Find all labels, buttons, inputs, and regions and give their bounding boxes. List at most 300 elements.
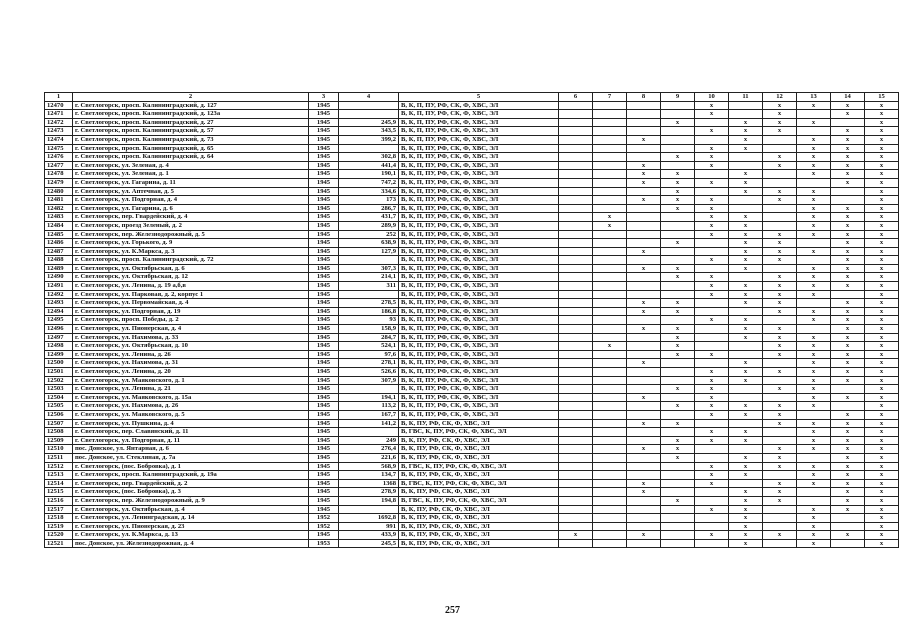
column-header: 10 xyxy=(695,93,729,102)
table-cell xyxy=(661,230,695,239)
table-cell xyxy=(831,187,865,196)
table-cell xyxy=(729,101,763,110)
table-cell: 1945 xyxy=(309,307,339,316)
table-cell: x xyxy=(865,471,899,480)
table-row xyxy=(45,385,899,394)
table-cell: x xyxy=(865,333,899,342)
table-cell: x xyxy=(729,239,763,248)
table-cell: В, К, П, ПУ, РФ, СК, Ф, ХВС, ЭЛ xyxy=(399,256,559,265)
table-cell xyxy=(661,539,695,548)
table-cell xyxy=(695,170,729,179)
table-cell: 747,2 xyxy=(339,178,399,187)
table-cell xyxy=(627,514,661,523)
table-cell: x xyxy=(831,299,865,308)
table-cell: В, К, П, ПУ, РФ, СК, Ф, ХВС, ЭЛ xyxy=(399,342,559,351)
table-cell: x xyxy=(865,299,899,308)
table-cell: x xyxy=(797,436,831,445)
table-cell: x xyxy=(729,213,763,222)
table-cell: x xyxy=(831,462,865,471)
table-cell: x xyxy=(831,282,865,291)
table-cell xyxy=(661,247,695,256)
table-cell: 278,9 xyxy=(339,488,399,497)
table-cell: x xyxy=(831,428,865,437)
table-cell: x xyxy=(865,247,899,256)
table-cell xyxy=(695,118,729,127)
table-cell xyxy=(593,239,627,248)
table-cell: x xyxy=(865,359,899,368)
table-cell: 12486 xyxy=(45,239,73,248)
table-cell: 141,2 xyxy=(339,419,399,428)
table-cell: г. Светлогорск, ул. Зеленая, д. 1 xyxy=(73,170,309,179)
table-cell: x xyxy=(797,204,831,213)
table-cell: В, К, П, ПУ, РФ, СК, Ф, ХВС, ЭЛ xyxy=(399,264,559,273)
table-cell: 1945 xyxy=(309,368,339,377)
table-cell xyxy=(559,316,593,325)
table-cell xyxy=(729,307,763,316)
table-cell xyxy=(559,196,593,205)
table-cell: г. Светлогорск, просп. Калининградский, д. 72 xyxy=(73,256,309,265)
table-cell: x xyxy=(661,153,695,162)
table-cell: 12473 xyxy=(45,127,73,136)
table-cell xyxy=(559,359,593,368)
table-cell: x xyxy=(695,410,729,419)
table-row xyxy=(45,230,899,239)
table-cell: x xyxy=(729,488,763,497)
table-cell xyxy=(627,204,661,213)
table-cell xyxy=(593,410,627,419)
table-cell: x xyxy=(797,101,831,110)
table-cell: 1945 xyxy=(309,101,339,110)
table-cell: г. Светлогорск, ул. Гагарина, д. 11 xyxy=(73,178,309,187)
table-row xyxy=(45,496,899,505)
table-cell: x xyxy=(797,273,831,282)
table-cell xyxy=(695,333,729,342)
table-cell: x xyxy=(729,453,763,462)
table-cell: x xyxy=(763,462,797,471)
table-cell xyxy=(559,264,593,273)
table-cell xyxy=(559,178,593,187)
table-cell: x xyxy=(729,376,763,385)
table-cell: 12494 xyxy=(45,307,73,316)
table-cell: 158,9 xyxy=(339,325,399,334)
table-cell: x xyxy=(865,135,899,144)
table-cell: 186,8 xyxy=(339,307,399,316)
table-cell: x xyxy=(865,144,899,153)
table-cell: x xyxy=(695,282,729,291)
table-body xyxy=(45,101,899,548)
table-cell: 12500 xyxy=(45,359,73,368)
table-cell: 190,1 xyxy=(339,170,399,179)
table-row xyxy=(45,178,899,187)
table-cell: x xyxy=(763,273,797,282)
table-cell: 278,1 xyxy=(339,359,399,368)
table-cell: x xyxy=(865,170,899,179)
column-header: 8 xyxy=(627,93,661,102)
table-cell: 1945 xyxy=(309,316,339,325)
table-cell: x xyxy=(797,282,831,291)
table-cell: 1945 xyxy=(309,419,339,428)
table-cell: x xyxy=(831,153,865,162)
table-cell: x xyxy=(797,342,831,351)
table-cell: x xyxy=(695,462,729,471)
table-cell: x xyxy=(797,333,831,342)
table-cell: x xyxy=(865,462,899,471)
table-cell: г. Светлогорск, пер. Железнодорожный, д. 5 xyxy=(73,230,309,239)
table-cell: x xyxy=(627,247,661,256)
table-cell: г. Светлогорск, ул. К.Маркса, д. 3 xyxy=(73,247,309,256)
table-cell xyxy=(661,514,695,523)
table-cell: x xyxy=(661,273,695,282)
table-cell xyxy=(593,436,627,445)
table-cell: x xyxy=(831,256,865,265)
table-cell: x xyxy=(661,170,695,179)
table-cell xyxy=(593,531,627,540)
table-cell: x xyxy=(729,325,763,334)
table-row xyxy=(45,333,899,342)
table-cell xyxy=(729,161,763,170)
table-cell: г. Светлогорск, ул. Нахимова, д. 26 xyxy=(73,402,309,411)
table-cell: x xyxy=(797,445,831,454)
table-cell: x xyxy=(797,350,831,359)
table-cell: x xyxy=(865,539,899,548)
table-cell: x xyxy=(763,230,797,239)
table-row xyxy=(45,196,899,205)
table-cell: 1952 xyxy=(309,514,339,523)
table-cell: x xyxy=(797,514,831,523)
table-cell: x xyxy=(661,419,695,428)
table-cell: В, К, П, ПУ, РФ, СК, Ф, ХВС, ЭЛ xyxy=(399,359,559,368)
table-cell: x xyxy=(797,402,831,411)
table-cell: 12475 xyxy=(45,144,73,153)
table-cell xyxy=(559,350,593,359)
table-cell: x xyxy=(729,264,763,273)
table-cell xyxy=(559,445,593,454)
table-cell xyxy=(559,204,593,213)
table-cell: В, К, П, ПУ, РФ, СК, Ф, ХВС, ЭЛ xyxy=(399,127,559,136)
table-cell xyxy=(695,488,729,497)
table-cell: 1945 xyxy=(309,359,339,368)
table-cell: x xyxy=(797,368,831,377)
table-cell: x xyxy=(729,522,763,531)
table-row xyxy=(45,239,899,248)
table-cell: x xyxy=(763,531,797,540)
table-cell xyxy=(661,213,695,222)
table-cell xyxy=(593,170,627,179)
table-cell xyxy=(593,453,627,462)
table-cell: x xyxy=(865,428,899,437)
table-cell: x xyxy=(729,316,763,325)
table-cell: 278,5 xyxy=(339,299,399,308)
table-cell xyxy=(661,376,695,385)
table-cell xyxy=(763,316,797,325)
table-cell: В, К, П, ПУ, РФ, СК, Ф, ХВС, ЭЛ xyxy=(399,376,559,385)
table-cell xyxy=(593,419,627,428)
table-cell: x xyxy=(695,505,729,514)
table-cell xyxy=(763,135,797,144)
table-cell: x xyxy=(865,402,899,411)
table-cell xyxy=(627,436,661,445)
table-cell: г. Светлогорск, ул. Гагарина, д. 6 xyxy=(73,204,309,213)
table-cell: 1945 xyxy=(309,170,339,179)
table-cell: x xyxy=(661,445,695,454)
table-cell: x xyxy=(729,471,763,480)
table-cell: 12521 xyxy=(45,539,73,548)
table-cell: 12502 xyxy=(45,376,73,385)
table-cell: В, К, П, ПУ, РФ, СК, Ф, ХВС, ЭЛ xyxy=(399,247,559,256)
table-cell: x xyxy=(661,325,695,334)
table-cell: x xyxy=(661,239,695,248)
table-cell: x xyxy=(729,402,763,411)
table-cell xyxy=(831,290,865,299)
table-cell: x xyxy=(797,290,831,299)
table-cell: x xyxy=(831,264,865,273)
table-cell xyxy=(763,471,797,480)
table-cell: x xyxy=(865,178,899,187)
table-cell xyxy=(627,101,661,110)
table-cell: 1945 xyxy=(309,488,339,497)
table-cell: x xyxy=(797,161,831,170)
table-row xyxy=(45,307,899,316)
table-cell: г. Светлогорск, ул. Подгорная, д. 19 xyxy=(73,307,309,316)
table-cell: x xyxy=(797,230,831,239)
table-cell xyxy=(661,428,695,437)
table-cell: x xyxy=(695,436,729,445)
table-cell: 12478 xyxy=(45,170,73,179)
table-cell: 1945 xyxy=(309,187,339,196)
table-cell xyxy=(559,187,593,196)
table-cell: В, ГВС, К, ПУ, РФ, СК, Ф, ХВС, ЭЛ xyxy=(399,462,559,471)
table-cell: x xyxy=(763,385,797,394)
table-cell: x xyxy=(831,204,865,213)
table-cell: 1945 xyxy=(309,273,339,282)
table-cell xyxy=(559,479,593,488)
table-cell xyxy=(559,471,593,480)
table-cell: x xyxy=(729,333,763,342)
table-cell xyxy=(593,178,627,187)
table-cell xyxy=(593,153,627,162)
table-cell: г. Светлогорск, ул. Ленина, д. 19 а,б,в xyxy=(73,282,309,291)
table-cell: 12511 xyxy=(45,453,73,462)
table-cell: 167,7 xyxy=(339,410,399,419)
table-cell: 12483 xyxy=(45,213,73,222)
table-cell: 1945 xyxy=(309,213,339,222)
table-cell: x xyxy=(831,436,865,445)
table-cell: 12506 xyxy=(45,410,73,419)
column-header: 5 xyxy=(399,93,559,102)
table-cell: x xyxy=(729,118,763,127)
table-row xyxy=(45,402,899,411)
table-cell: x xyxy=(763,196,797,205)
table-cell: 12487 xyxy=(45,247,73,256)
table-cell: г. Светлогорск, просп. Победы, д. 2 xyxy=(73,316,309,325)
table-cell xyxy=(339,110,399,119)
table-cell xyxy=(627,290,661,299)
table-cell: x xyxy=(627,445,661,454)
table-cell: x xyxy=(865,101,899,110)
table-cell: 12476 xyxy=(45,153,73,162)
table-cell: 127,9 xyxy=(339,247,399,256)
table-cell: 12488 xyxy=(45,256,73,265)
table-cell: x xyxy=(797,505,831,514)
table-cell: 289,9 xyxy=(339,221,399,230)
table-cell: x xyxy=(831,419,865,428)
table-cell: x xyxy=(865,213,899,222)
table-cell xyxy=(593,325,627,334)
table-cell: x xyxy=(831,247,865,256)
table-cell xyxy=(627,282,661,291)
table-cell xyxy=(559,522,593,531)
table-cell: x xyxy=(763,453,797,462)
table-cell xyxy=(831,196,865,205)
table-cell: г. Светлогорск, ул. Первомайская, д. 4 xyxy=(73,299,309,308)
table-cell xyxy=(593,402,627,411)
table-cell: x xyxy=(797,385,831,394)
table-cell: x xyxy=(865,196,899,205)
table-cell: г. Светлогорск, ул. Маяковского, д. 1 xyxy=(73,376,309,385)
table-cell: x xyxy=(797,135,831,144)
table-cell: г. Светлогорск, ул. Аптечная, д. 5 xyxy=(73,187,309,196)
table-cell xyxy=(661,144,695,153)
column-header: 6 xyxy=(559,93,593,102)
table-cell: x xyxy=(763,325,797,334)
table-cell xyxy=(559,127,593,136)
table-cell xyxy=(661,161,695,170)
table-cell xyxy=(593,247,627,256)
table-cell: x xyxy=(695,385,729,394)
table-cell: x xyxy=(627,359,661,368)
table-cell: x xyxy=(865,496,899,505)
table-cell: 12477 xyxy=(45,161,73,170)
table-cell xyxy=(559,333,593,342)
table-cell: 1945 xyxy=(309,428,339,437)
table-cell xyxy=(593,161,627,170)
table-cell xyxy=(729,273,763,282)
table-cell xyxy=(627,522,661,531)
table-row xyxy=(45,350,899,359)
table-row xyxy=(45,368,899,377)
table-cell: 12501 xyxy=(45,368,73,377)
table-cell: x xyxy=(865,307,899,316)
table-cell: x xyxy=(831,505,865,514)
table-cell: x xyxy=(865,127,899,136)
table-row xyxy=(45,325,899,334)
table-cell xyxy=(593,264,627,273)
table-cell xyxy=(627,539,661,548)
table-cell: x xyxy=(763,118,797,127)
table-cell xyxy=(559,488,593,497)
table-row xyxy=(45,428,899,437)
table-cell: 284,7 xyxy=(339,333,399,342)
table-cell: 12474 xyxy=(45,135,73,144)
table-cell: x xyxy=(695,428,729,437)
table-cell xyxy=(559,514,593,523)
table-cell xyxy=(763,178,797,187)
table-cell: x xyxy=(661,436,695,445)
table-cell xyxy=(593,385,627,394)
table-cell xyxy=(695,307,729,316)
table-cell: г. Светлогорск, просп. Калининградский, д. 57 xyxy=(73,127,309,136)
table-cell xyxy=(729,153,763,162)
table-cell xyxy=(593,196,627,205)
table-cell: 1945 xyxy=(309,393,339,402)
table-cell: x xyxy=(865,187,899,196)
table-cell xyxy=(763,264,797,273)
table-cell: г. Светлогорск, ул. Октябрьская, д. 12 xyxy=(73,273,309,282)
table-row xyxy=(45,462,899,471)
table-cell: x xyxy=(729,539,763,548)
table-cell: г. Светлогорск, ул. К.Маркса, д. 13 xyxy=(73,531,309,540)
table-cell: x xyxy=(627,488,661,497)
table-cell: 1945 xyxy=(309,402,339,411)
table-cell xyxy=(559,256,593,265)
table-cell xyxy=(831,539,865,548)
table-cell: x xyxy=(763,488,797,497)
table-cell xyxy=(593,256,627,265)
table-cell xyxy=(797,127,831,136)
table-cell: 1945 xyxy=(309,110,339,119)
table-cell xyxy=(661,256,695,265)
table-cell xyxy=(763,539,797,548)
table-cell xyxy=(661,316,695,325)
table-cell: x xyxy=(763,101,797,110)
table-cell: x xyxy=(831,110,865,119)
table-cell xyxy=(695,187,729,196)
table-cell: x xyxy=(763,153,797,162)
table-row xyxy=(45,144,899,153)
table-cell: x xyxy=(797,359,831,368)
table-cell xyxy=(797,299,831,308)
table-cell xyxy=(627,350,661,359)
table-cell: 214,1 xyxy=(339,273,399,282)
table-cell: x xyxy=(763,445,797,454)
table-cell: x xyxy=(865,368,899,377)
table-cell: x xyxy=(661,453,695,462)
table-row xyxy=(45,273,899,282)
table-cell: x xyxy=(695,531,729,540)
table-cell: В, К, ПУ, РФ, СК, Ф, ХВС, ЭЛ xyxy=(399,471,559,480)
table-cell xyxy=(593,488,627,497)
table-cell: x xyxy=(695,316,729,325)
table-row xyxy=(45,359,899,368)
table-cell: x xyxy=(729,359,763,368)
table-cell xyxy=(763,505,797,514)
table-cell: x xyxy=(831,135,865,144)
table-row xyxy=(45,264,899,273)
table-cell: x xyxy=(865,531,899,540)
table-cell: x xyxy=(865,264,899,273)
table-cell: x xyxy=(695,204,729,213)
table-cell: x xyxy=(865,445,899,454)
table-cell: г. Светлогорск, ул. Горького, д. 9 xyxy=(73,239,309,248)
table-cell: x xyxy=(695,101,729,110)
table-cell xyxy=(559,144,593,153)
table-cell xyxy=(593,359,627,368)
table-cell: x xyxy=(831,213,865,222)
table-cell xyxy=(627,153,661,162)
table-cell xyxy=(559,282,593,291)
table-cell: x xyxy=(831,161,865,170)
table-cell: x xyxy=(559,531,593,540)
table-cell xyxy=(729,204,763,213)
table-cell: x xyxy=(627,135,661,144)
table-cell: x xyxy=(627,307,661,316)
table-cell xyxy=(661,359,695,368)
table-cell xyxy=(695,264,729,273)
table-row xyxy=(45,290,899,299)
table-cell: В, К, ПУ, РФ, СК, Ф, ХВС, ЭЛ xyxy=(399,419,559,428)
table-cell: г. Светлогорск, ул. Пионерская, д. 23 xyxy=(73,522,309,531)
table-cell: x xyxy=(865,282,899,291)
